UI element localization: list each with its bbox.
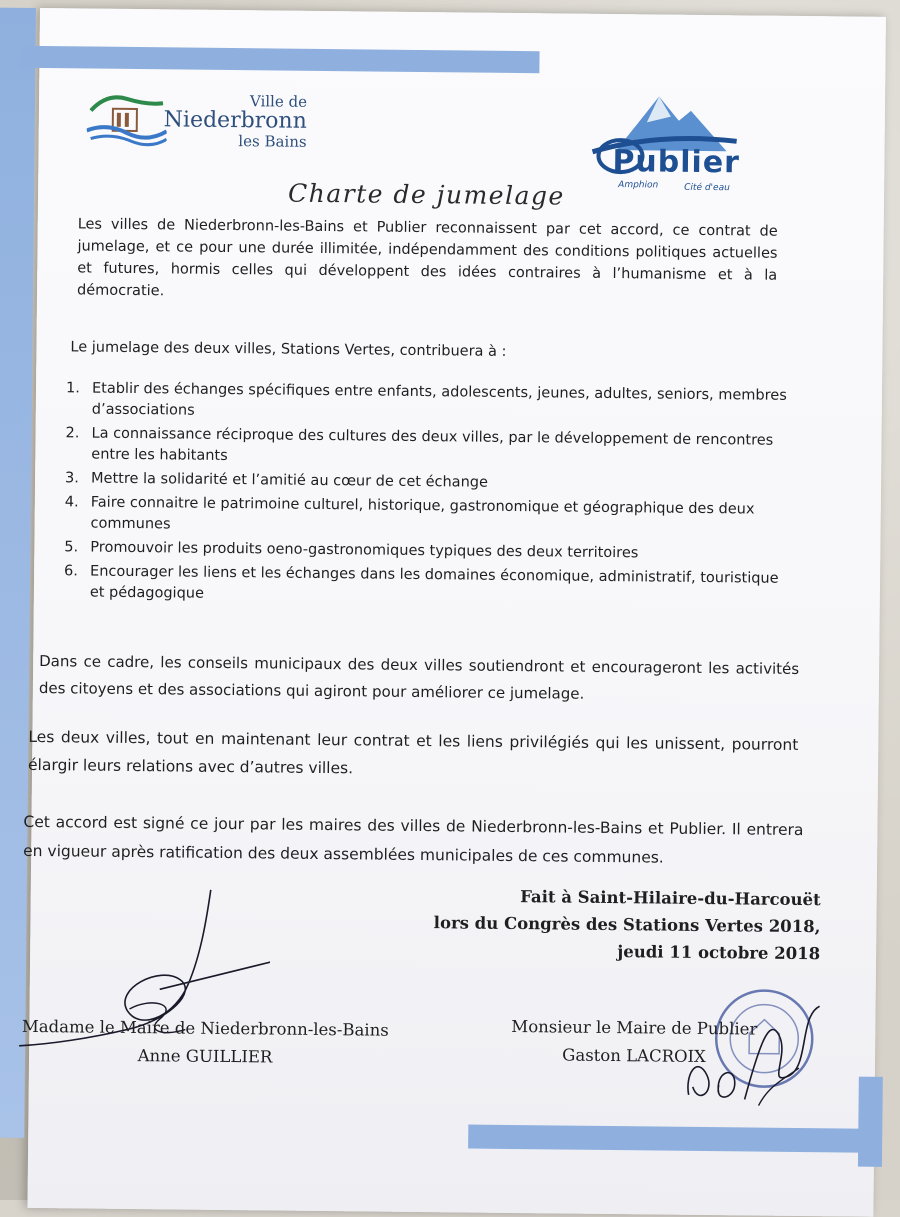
left-signatory-name: Anne GUILLIER [137, 1046, 273, 1067]
left-signatory-role: Madame le Maire de Niederbronn-les-Bains [21, 1016, 389, 1040]
framework-paragraph: Dans ce cadre, les conseils municipaux des deux villes soutiendront et encourageront les activités des citoyens et des associations qui agiront pour améliorer ce jumelage. [38, 652, 800, 703]
list-item-text: Etablir des échanges spécifiques entre enfants, adolescents, jeunes, adultes, seniors, membres d’associations [91, 380, 787, 419]
list-item-number: 2. [65, 425, 80, 442]
list-item [65, 423, 795, 473]
relations-paragraph: Les deux villes, tout en maintenant leur contrat et les liens privilégiés qui les unissent, pourront élargir leurs relations avec d’autres villes. [27, 727, 799, 778]
list-item-number: 6. [64, 563, 79, 580]
objectives-list [64, 378, 796, 614]
list-item-number: 5. [64, 539, 79, 556]
right-signatory-role: Monsieur le Maire de Publier [511, 1016, 758, 1039]
congress-line: lors du Congrès des Stations Vertes 2018, [433, 913, 821, 937]
intro-paragraph: Les villes de Niederbronn-les-Bains et Publier reconnaissent par cet accord, ce contrat de jumelage, et ce pour une durée illimitée, indépendamment des conditions politiques actuelles et futures, hormis celles qui développent des idées contraires à l’humanisme et à la démocratie. [76, 216, 778, 300]
list-item [64, 492, 794, 542]
place-and-date [420, 882, 821, 967]
niederbronn-emblem-icon [87, 86, 168, 147]
logo-line-niederbronn: Niederbronn [163, 107, 307, 134]
list-item [66, 378, 796, 428]
list-item-number: 1. [65, 380, 80, 397]
charter-document [21, 8, 886, 1217]
place-line: Fait à Saint-Hilaire-du-Harcouët [520, 887, 821, 910]
niederbronn-logo [87, 80, 318, 152]
list-item-text: Promouvoir les produits oeno-gastronomiques typiques des deux territoires [90, 539, 639, 562]
handwritten-signature-right [648, 974, 829, 1116]
date-line: jeudi 11 octobre 2018 [617, 942, 821, 964]
publier-subtitle-cite: Cité d'eau [684, 182, 730, 194]
list-item-text: Faire connaitre le patrimoine culturel, historique, gastronomique et géographique des deux communes [90, 494, 755, 533]
left-signatory [0, 1013, 415, 1073]
signature-paragraph: Cet accord est signé ce jour par les maires des villes de Niederbronn-les-Bains et Publier. Il entrera en vigueur après ratification des deux assemblées municipales de ces communes. [23, 812, 804, 867]
list-item-text: Encourager les liens et les échanges dans les domaines économique, administratif, touristique et pédagogique [89, 563, 779, 602]
list-item-number: 3. [64, 470, 80, 487]
publier-logo [586, 92, 747, 204]
list-item-number: 4. [64, 494, 79, 511]
list-item [64, 561, 794, 611]
list-item-text: Mettre la solidarité et l’amitié au cœur de cet échange [90, 470, 489, 491]
niederbronn-wordmark [157, 91, 308, 151]
lead-sentence: Le jumelage des deux villes, Stations Vertes, contribuera à : [70, 339, 507, 360]
logo-line-ville: Ville de [249, 92, 308, 111]
list-item-text: La connaissance réciproque des cultures des deux villes, par le développement de rencontres entre les habitants [91, 425, 774, 464]
publier-wordmark: Publier [612, 144, 741, 181]
document-title: Charte de jumelage [287, 178, 565, 211]
right-signatory-name: Gaston LACROIX [562, 1045, 706, 1067]
logo-line-les-bains: les Bains [238, 132, 307, 151]
publier-subtitle-amphion: Amphion [618, 180, 659, 191]
